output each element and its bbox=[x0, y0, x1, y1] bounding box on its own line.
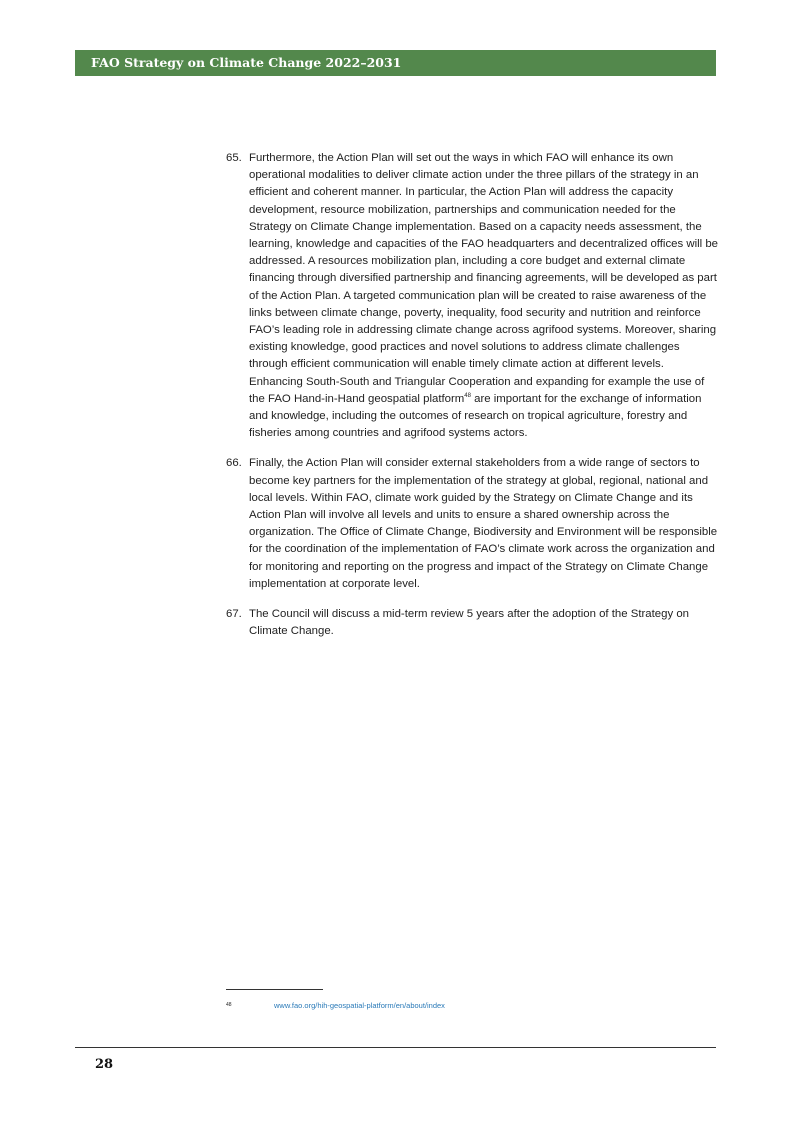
paragraph-text bbox=[249, 150, 718, 442]
paragraph-text-part: are important for the exchange of information and knowledge, including the outcomes of research on tropical agriculture, forestry and fisheries among countries and agrifood systems actors. bbox=[249, 392, 702, 440]
paragraph-67 bbox=[226, 606, 718, 640]
page-number: 28 bbox=[95, 1057, 114, 1072]
paragraph-66 bbox=[226, 455, 718, 593]
footnote-reference[interactable]: 48 bbox=[464, 392, 471, 399]
footer-divider bbox=[75, 1047, 716, 1048]
paragraph-number: 66. bbox=[226, 457, 242, 470]
paragraph-65 bbox=[226, 150, 718, 442]
footnote-divider bbox=[226, 989, 323, 990]
footnote-link[interactable]: www.fao.org/hih-geospatial-platform/en/about/index bbox=[274, 1001, 445, 1010]
document-title: FAO Strategy on Climate Change 2022–2031 bbox=[91, 55, 402, 70]
header-bar bbox=[75, 50, 716, 76]
paragraph-text-part: Furthermore, the Action Plan will set out the ways in which FAO will enhance its own operational modalities to deliver climate action under the three pillars of the strategy in an efficient and coherent manner. In particular, the Action Plan will address the capacity development, resource mobilization, partnerships and communication needed for the Strategy on Climate Change implementation. Based on a capacity needs assessment, the learning, knowledge and capacities of the FAO headquarters and decentralized offices will be addressed. A resources mobilization plan, including a core budget and external climate financing through diversified partnership and financing agreements, will be developed as part of the Action Plan. A targeted communication plan will be created to raise awareness of the links between climate change, poverty, inequality, food security and nutrition and reinforce FAO’s leading role in addressing climate change across agrifood systems. Moreover, sharing existing knowledge, good practices and novel solutions to address climate challenges through efficient communication will enable timely climate action at different levels. Enhancing South-South and Triangular Cooperation and expanding for example the use of the FAO Hand-in-Hand geospatial platform bbox=[249, 152, 718, 405]
paragraph-number: 65. bbox=[226, 152, 242, 164]
footnote-number: 48 bbox=[226, 1002, 232, 1008]
footnote bbox=[226, 1001, 706, 1011]
paragraph-number: 67. bbox=[226, 608, 242, 621]
main-content bbox=[226, 150, 718, 653]
paragraph-text: The Council will discuss a mid-term review 5 years after the adoption of the Strategy on Climate Change. bbox=[249, 608, 690, 638]
paragraph-text: Finally, the Action Plan will consider external stakeholders from a wide range of sectors to become key partners for the implementation of the strategy at global, regional, national and local levels. Within FAO, climate work guided by the Strategy on Climate Change and its Action Plan will involve all levels and units to ensure a shared ownership across the organization. The Office of Climate Change, Biodiversity and Environment will be responsible for the coordination of the implementation of FAO’s climate work across the organization and for monitoring and reporting on the progress and impact of the Strategy on Climate Change implementation at corporate level. bbox=[249, 457, 718, 590]
